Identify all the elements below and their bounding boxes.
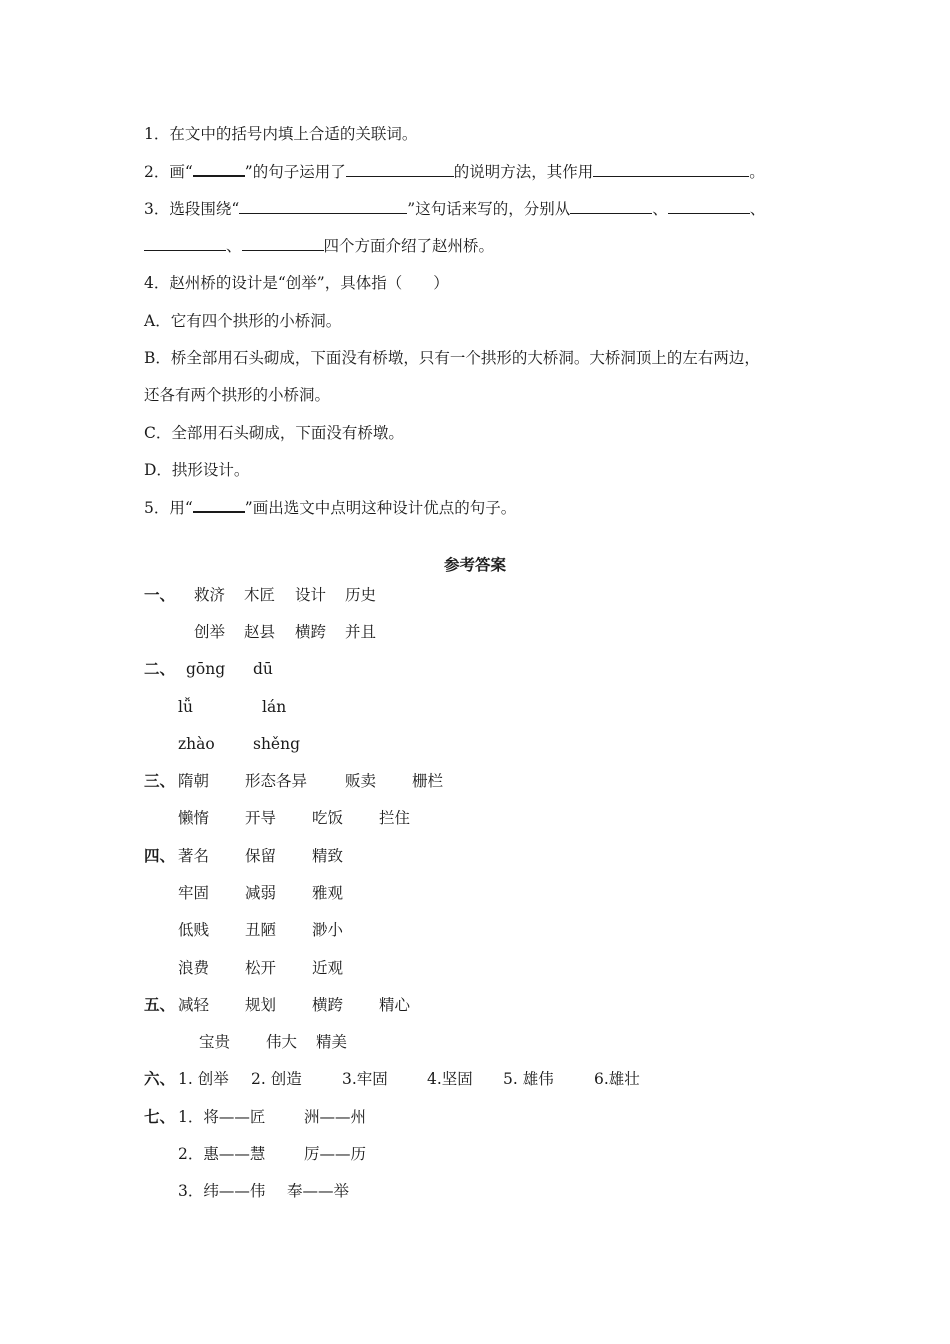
question-3-cont: 、 四个方面介绍了赵州桥。: [144, 236, 494, 256]
option-a: A．它有四个拱形的小桥洞。: [144, 312, 342, 330]
question-2: 2．画“ ”的句子运用了 的说明方法，其作用 。: [144, 163, 765, 181]
underline-sample: [193, 161, 245, 177]
question-4: 4．赵州桥的设计是“创举”，具体指（ ）: [144, 274, 449, 292]
answer-blank: [242, 236, 324, 251]
answer-blank: [239, 199, 407, 214]
answers-title: 参考答案: [443, 556, 506, 574]
answer-section-3: 三、 隋朝 形态各异 贩卖 栅栏: [144, 772, 444, 790]
answer-blank: [593, 162, 749, 177]
option-d: D．拱形设计。: [144, 461, 250, 479]
answer-section-5: 五、 减轻 规划 横跨 精心: [144, 996, 411, 1014]
option-b: B．桥全部用石头砌成，下面没有桥墩，只有一个拱形的大桥洞。大桥洞顶上的左右两边，: [144, 349, 760, 367]
underline-sample: [193, 497, 245, 513]
answer-blank: [144, 236, 226, 251]
answer-section-2: 二、 gōng dū: [144, 660, 273, 678]
question-5: 5．用“ ”画出选文中点明这种设计优点的句子。: [144, 499, 517, 517]
option-c: C．全部用石头砌成，下面没有桥墩。: [144, 424, 404, 442]
answer-blank: [668, 199, 750, 214]
question-1: 1．在文中的括号内填上合适的关联词。: [144, 125, 418, 143]
answer-blank: [346, 162, 454, 177]
answer-section-4: 四、 著名 保留 精致: [144, 847, 344, 865]
option-b-cont: 还各有两个拱形的小桥洞。: [144, 386, 331, 404]
question-3: 3．选段围绕“ ”这句话来写的，分别从 、 、: [144, 200, 766, 218]
answer-section-6: 六、 1. 创举 2. 创造 3.牢固 4.坚固 5. 雄伟 6.雄壮: [144, 1070, 640, 1088]
answer-section-7: 七、 1．将——匠 洲——州: [144, 1108, 367, 1126]
answer-blank: [570, 199, 652, 214]
answer-section-1: 一、 救济 木匠 设计 历史: [144, 586, 377, 604]
